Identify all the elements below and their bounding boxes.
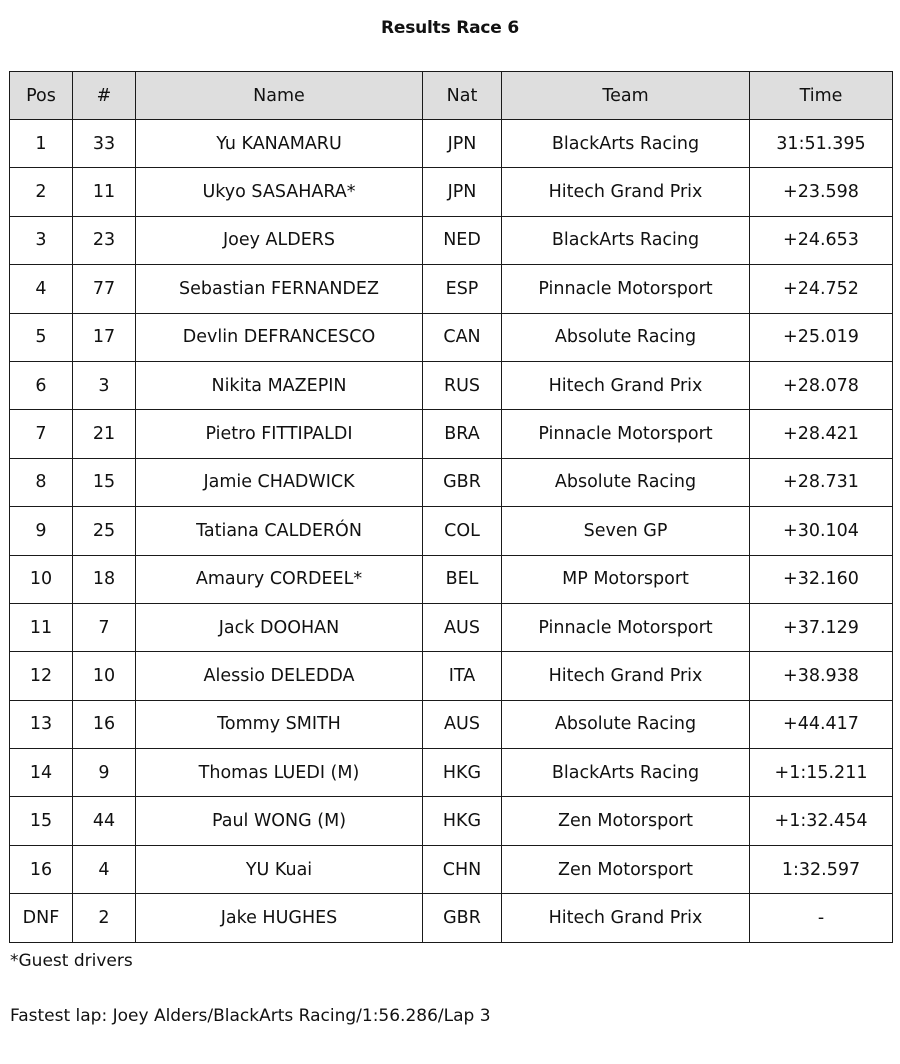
table-row bbox=[10, 845, 893, 893]
cell-time: +25.019 bbox=[750, 313, 893, 361]
page-title: Results Race 6 bbox=[381, 18, 519, 38]
cell-name: Joey ALDERS bbox=[136, 216, 423, 264]
cell-name: Paul WONG (M) bbox=[136, 797, 423, 845]
cell-time: +28.078 bbox=[750, 361, 893, 409]
cell-name: Devlin DEFRANCESCO bbox=[136, 313, 423, 361]
column-header-time: Time bbox=[750, 72, 893, 120]
cell-time: +24.653 bbox=[750, 216, 893, 264]
cell-nat: CHN bbox=[423, 845, 502, 893]
cell-nat: RUS bbox=[423, 361, 502, 409]
cell-nat: HKG bbox=[423, 749, 502, 797]
cell-number: 7 bbox=[73, 603, 136, 651]
header-row bbox=[10, 72, 893, 120]
cell-time: +28.421 bbox=[750, 410, 893, 458]
column-header-number: # bbox=[73, 72, 136, 120]
cell-name: YU Kuai bbox=[136, 845, 423, 893]
cell-time: +30.104 bbox=[750, 507, 893, 555]
cell-team: Pinnacle Motorsport bbox=[502, 410, 750, 458]
cell-time: 31:51.395 bbox=[750, 120, 893, 168]
cell-nat: NED bbox=[423, 216, 502, 264]
cell-pos: 15 bbox=[10, 797, 73, 845]
cell-pos: 2 bbox=[10, 168, 73, 216]
cell-time: +38.938 bbox=[750, 652, 893, 700]
cell-number: 33 bbox=[73, 120, 136, 168]
cell-nat: GBR bbox=[423, 458, 502, 506]
cell-number: 21 bbox=[73, 410, 136, 458]
cell-nat: AUS bbox=[423, 603, 502, 651]
cell-team: Seven GP bbox=[502, 507, 750, 555]
cell-time: - bbox=[750, 894, 893, 942]
cell-pos: 13 bbox=[10, 700, 73, 748]
cell-name: Amaury CORDEEL* bbox=[136, 555, 423, 603]
table-row bbox=[10, 361, 893, 409]
table-row bbox=[10, 168, 893, 216]
cell-team: Hitech Grand Prix bbox=[502, 652, 750, 700]
table-row bbox=[10, 120, 893, 168]
cell-name: Ukyo SASAHARA* bbox=[136, 168, 423, 216]
cell-team: Zen Motorsport bbox=[502, 845, 750, 893]
cell-number: 10 bbox=[73, 652, 136, 700]
cell-team: Absolute Racing bbox=[502, 458, 750, 506]
cell-time: 1:32.597 bbox=[750, 845, 893, 893]
cell-pos: 12 bbox=[10, 652, 73, 700]
cell-number: 3 bbox=[73, 361, 136, 409]
table-row bbox=[10, 507, 893, 555]
cell-time: +1:32.454 bbox=[750, 797, 893, 845]
results-table bbox=[9, 71, 893, 943]
cell-pos: DNF bbox=[10, 894, 73, 942]
cell-nat: CAN bbox=[423, 313, 502, 361]
cell-nat: JPN bbox=[423, 120, 502, 168]
cell-pos: 16 bbox=[10, 845, 73, 893]
cell-nat: COL bbox=[423, 507, 502, 555]
cell-number: 23 bbox=[73, 216, 136, 264]
column-header-nat: Nat bbox=[423, 72, 502, 120]
cell-time: +24.752 bbox=[750, 265, 893, 313]
cell-nat: AUS bbox=[423, 700, 502, 748]
cell-pos: 5 bbox=[10, 313, 73, 361]
cell-nat: BRA bbox=[423, 410, 502, 458]
column-header-team: Team bbox=[502, 72, 750, 120]
cell-team: Zen Motorsport bbox=[502, 797, 750, 845]
table-row bbox=[10, 216, 893, 264]
cell-time: +44.417 bbox=[750, 700, 893, 748]
cell-pos: 14 bbox=[10, 749, 73, 797]
table-row bbox=[10, 894, 893, 942]
cell-team: BlackArts Racing bbox=[502, 216, 750, 264]
cell-number: 15 bbox=[73, 458, 136, 506]
cell-team: Pinnacle Motorsport bbox=[502, 265, 750, 313]
cell-team: MP Motorsport bbox=[502, 555, 750, 603]
cell-pos: 6 bbox=[10, 361, 73, 409]
cell-name: Jack DOOHAN bbox=[136, 603, 423, 651]
table-row bbox=[10, 555, 893, 603]
cell-number: 2 bbox=[73, 894, 136, 942]
footnote: *Guest drivers bbox=[10, 951, 133, 971]
cell-number: 16 bbox=[73, 700, 136, 748]
cell-nat: ITA bbox=[423, 652, 502, 700]
cell-name: Thomas LUEDI (M) bbox=[136, 749, 423, 797]
cell-number: 77 bbox=[73, 265, 136, 313]
cell-team: Hitech Grand Prix bbox=[502, 361, 750, 409]
table-row bbox=[10, 313, 893, 361]
cell-name: Tatiana CALDERÓN bbox=[136, 507, 423, 555]
cell-nat: BEL bbox=[423, 555, 502, 603]
cell-name: Nikita MAZEPIN bbox=[136, 361, 423, 409]
cell-name: Alessio DELEDDA bbox=[136, 652, 423, 700]
cell-nat: ESP bbox=[423, 265, 502, 313]
table-row bbox=[10, 603, 893, 651]
cell-number: 44 bbox=[73, 797, 136, 845]
cell-time: +28.731 bbox=[750, 458, 893, 506]
cell-name: Yu KANAMARU bbox=[136, 120, 423, 168]
cell-name: Tommy SMITH bbox=[136, 700, 423, 748]
cell-time: +32.160 bbox=[750, 555, 893, 603]
table-row bbox=[10, 652, 893, 700]
cell-pos: 8 bbox=[10, 458, 73, 506]
cell-pos: 9 bbox=[10, 507, 73, 555]
cell-team: BlackArts Racing bbox=[502, 120, 750, 168]
cell-pos: 1 bbox=[10, 120, 73, 168]
cell-name: Jamie CHADWICK bbox=[136, 458, 423, 506]
cell-nat: JPN bbox=[423, 168, 502, 216]
cell-number: 17 bbox=[73, 313, 136, 361]
cell-pos: 3 bbox=[10, 216, 73, 264]
cell-number: 11 bbox=[73, 168, 136, 216]
cell-pos: 11 bbox=[10, 603, 73, 651]
fastest-lap: Fastest lap: Joey Alders/BlackArts Racing/1:56.286/Lap 3 bbox=[10, 1006, 491, 1026]
table-row bbox=[10, 265, 893, 313]
cell-name: Jake HUGHES bbox=[136, 894, 423, 942]
table-row bbox=[10, 797, 893, 845]
cell-pos: 10 bbox=[10, 555, 73, 603]
table-row bbox=[10, 749, 893, 797]
cell-team: Absolute Racing bbox=[502, 700, 750, 748]
cell-team: BlackArts Racing bbox=[502, 749, 750, 797]
table-row bbox=[10, 700, 893, 748]
table-row bbox=[10, 458, 893, 506]
cell-name: Sebastian FERNANDEZ bbox=[136, 265, 423, 313]
cell-number: 25 bbox=[73, 507, 136, 555]
cell-time: +23.598 bbox=[750, 168, 893, 216]
cell-team: Pinnacle Motorsport bbox=[502, 603, 750, 651]
cell-pos: 4 bbox=[10, 265, 73, 313]
cell-team: Hitech Grand Prix bbox=[502, 894, 750, 942]
cell-team: Hitech Grand Prix bbox=[502, 168, 750, 216]
cell-nat: GBR bbox=[423, 894, 502, 942]
cell-team: Absolute Racing bbox=[502, 313, 750, 361]
cell-number: 18 bbox=[73, 555, 136, 603]
cell-pos: 7 bbox=[10, 410, 73, 458]
cell-time: +1:15.211 bbox=[750, 749, 893, 797]
cell-time: +37.129 bbox=[750, 603, 893, 651]
results-body bbox=[10, 120, 893, 943]
table-row bbox=[10, 410, 893, 458]
column-header-pos: Pos bbox=[10, 72, 73, 120]
cell-number: 4 bbox=[73, 845, 136, 893]
cell-number: 9 bbox=[73, 749, 136, 797]
cell-name: Pietro FITTIPALDI bbox=[136, 410, 423, 458]
cell-nat: HKG bbox=[423, 797, 502, 845]
column-header-name: Name bbox=[136, 72, 423, 120]
